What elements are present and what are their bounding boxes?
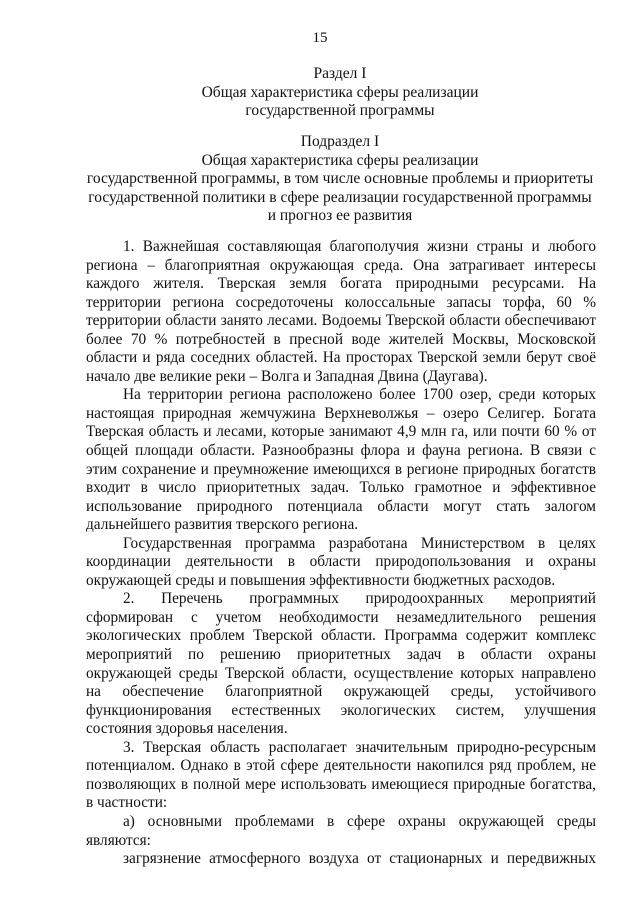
- body-line: территории области занято лесами. Водоемы Тверской области обеспечивают: [86, 312, 596, 330]
- body-line: сформирован с учетом необходимости незамедлительного решения: [86, 608, 596, 626]
- section-heading: [80, 65, 600, 121]
- body-line: координации деятельности в области природопользования и охраны: [86, 553, 596, 571]
- body-line: настоящая природная жемчужина Верхневолжья – озеро Селигер. Богата: [86, 404, 596, 422]
- body-text: [86, 238, 596, 869]
- body-line: загрязнение атмосферного воздуха от стационарных и передвижных: [123, 850, 596, 868]
- body-line: более 70 % потребностей в пресной воде жителей Москвы, Московской: [86, 330, 596, 348]
- body-line: функционирования естественных экологических систем, улучшения: [86, 701, 596, 719]
- subsection-title-line: государственной программы, в том числе основные проблемы и приоритеты: [86, 170, 594, 187]
- body-line: На территории региона расположено более 1700 озер, среди которых: [123, 386, 596, 404]
- section-title-line: Общая характеристика сферы реализации: [201, 83, 479, 101]
- section-title-line: государственной программы: [245, 102, 435, 119]
- subsection-title-line: Общая характеристика сферы реализации: [201, 151, 479, 169]
- body-line: позволяющих в полной мере использовать имеющиеся природные богатства,: [86, 775, 596, 793]
- subsection-heading: [80, 133, 600, 226]
- body-line: дальнейшего развития тверского региона.: [86, 516, 359, 534]
- body-line: 1. Важнейшая составляющая благополучия жизни страны и любого: [123, 238, 596, 255]
- section-label: Раздел I: [313, 65, 367, 82]
- subsection-label: Подраздел I: [300, 133, 380, 150]
- body-line: территории региона сосредоточены колоссальные запасы торфа, 60 %: [86, 293, 596, 311]
- body-line: региона – благоприятная окружающая среда. Она затрагивает интересы: [86, 256, 596, 274]
- body-line: использование природного потенциала области могут стать залогом: [86, 497, 596, 515]
- body-line: мероприятий по решению приоритетных задач в области охраны: [86, 646, 596, 664]
- body-line: Государственная программа разработана Министерством в целях: [123, 534, 596, 552]
- body-line: 3. Тверская область располагает значительным природно-ресурсным: [123, 738, 596, 756]
- body-line: области и ряда соседних областей. На просторах Тверской земли берут своё: [86, 349, 596, 367]
- body-line: окружающей среды и повышения эффективности бюджетных расходов.: [86, 571, 556, 589]
- body-line: а) основными проблемами в сфере охраны окружающей среды: [123, 812, 596, 830]
- body-line: окружающей среды Тверской области, осуществление которых направлено: [86, 664, 596, 682]
- body-line: в частности:: [86, 794, 168, 812]
- body-line: начало две великие реки – Волга и Западная Двина (Даугава).: [86, 367, 488, 385]
- body-line: экологических проблем Тверской области. Программа содержит комплекс: [86, 627, 596, 645]
- body-line: являются:: [86, 831, 151, 849]
- body-line: потенциалом. Однако в этой сфере деятельности накопился ряд проблем, не: [86, 757, 596, 775]
- body-line: каждого жителя. Тверская земля богата природными ресурсами. На: [86, 275, 596, 293]
- body-line: 2. Перечень программных природоохранных мероприятий: [123, 590, 596, 608]
- body-line: состояния здоровья населения.: [86, 720, 288, 738]
- page-number: 15: [312, 30, 328, 46]
- subsection-title-line: и прогноз ее развития: [267, 207, 413, 224]
- body-line: Тверская область и лесами, которые занимают 4,9 млн га, или почти 60 % от: [86, 423, 596, 441]
- body-line: общей площади области. Разнообразны флора и фауна региона. В связи с: [86, 442, 596, 460]
- body-line: на обеспечение благоприятной окружающей среды, устойчивого: [86, 683, 596, 701]
- body-line: этим сохранение и преумножение имеющихся в регионе природных богатств: [86, 460, 596, 478]
- body-line: входит в число приоритетных задач. Только грамотное и эффективное: [86, 479, 596, 497]
- subsection-title-line: государственной политики в сфере реализации государственной программы: [88, 188, 592, 206]
